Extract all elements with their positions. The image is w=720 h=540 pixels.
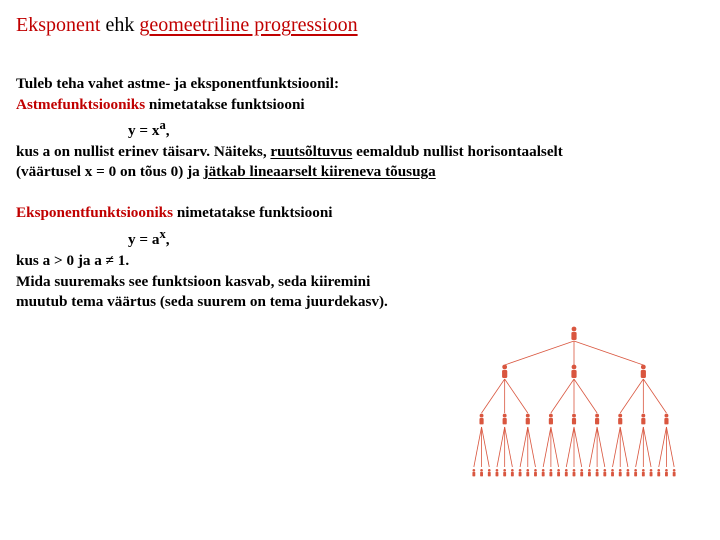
person-figure <box>502 365 507 378</box>
linear-growth-phrase: jätkab lineaarselt kiireneva tõusuga <box>203 163 436 181</box>
tree-branch <box>643 379 666 413</box>
term-quadratic: ruutsõltuvus <box>270 142 353 160</box>
person-figure <box>641 414 645 425</box>
tree-branch <box>497 427 505 467</box>
equation2-exponent: x <box>159 226 166 241</box>
person-figure <box>488 469 491 476</box>
tree-branch <box>505 341 574 365</box>
intro-block <box>16 74 563 183</box>
tree-branch <box>520 427 528 467</box>
tree-branch <box>613 427 621 467</box>
tree-branch <box>543 427 551 467</box>
person-figure <box>511 469 514 476</box>
definition-text: nimetatakse funktsiooni <box>145 95 305 113</box>
equation-power <box>16 115 563 142</box>
page-title <box>16 14 358 37</box>
title-ehk: ehk <box>100 14 140 36</box>
equation-comma: , <box>165 122 170 140</box>
person-figure <box>549 414 553 425</box>
tree-branch <box>566 427 574 467</box>
person-figure <box>611 469 614 476</box>
tree-branch <box>574 341 643 365</box>
person-figure <box>534 469 537 476</box>
person-figure <box>665 469 668 476</box>
example-text-2: (väärtusel x = 0 on tõus 0) ja <box>16 163 204 181</box>
tree-branch <box>551 379 574 413</box>
person-figure <box>588 469 591 476</box>
tree-branch <box>643 427 651 467</box>
tree-branch <box>666 427 674 467</box>
person-figure <box>571 327 576 340</box>
person-figure <box>549 469 552 476</box>
person-figure <box>626 469 629 476</box>
person-figure <box>619 469 622 476</box>
tree-branch <box>620 379 643 413</box>
person-figure <box>642 469 645 476</box>
person-figure <box>526 469 529 476</box>
person-figure <box>595 414 599 425</box>
tree-branch <box>474 427 482 467</box>
tree-branch <box>505 427 513 467</box>
person-figure <box>496 469 499 476</box>
definition-power <box>16 95 563 116</box>
term-exponential-function: Eksponentfunktsiooniks <box>16 204 174 221</box>
condition-line: kus a > 0 ja a ≠ 1. <box>16 252 130 269</box>
tree-branch <box>482 427 490 467</box>
example-text: kus a on nullist erinev täisarv. Näiteks, <box>16 142 271 160</box>
tree-branch <box>659 427 667 467</box>
intro-line: Tuleb teha vahet astme- ja eksponentfunktsioonil: <box>16 75 340 92</box>
tree-branch <box>574 427 582 467</box>
person-figure <box>572 414 576 425</box>
tree-branch <box>528 427 536 467</box>
person-figure <box>618 414 622 425</box>
equation2-comma: , <box>165 230 170 248</box>
tree-branch <box>551 427 559 467</box>
equation-exponent: a <box>159 118 166 132</box>
person-figure <box>526 414 530 425</box>
title-eksponent: Eksponent <box>16 14 101 36</box>
equation-exponential <box>16 224 333 251</box>
definition-exponential <box>16 203 333 224</box>
person-figure <box>650 469 653 476</box>
person-figure <box>571 365 576 378</box>
person-figure <box>479 414 483 425</box>
example-line <box>16 142 563 163</box>
person-figure <box>603 469 606 476</box>
tree-branch <box>482 379 505 413</box>
person-figure <box>557 469 560 476</box>
example-text-end: eemaldub nullist horisontaalselt <box>352 142 563 160</box>
person-figure <box>596 469 599 476</box>
equation2-base: y = a <box>128 230 160 248</box>
person-figure <box>673 469 676 476</box>
person-figure <box>657 469 660 476</box>
growth-line-2: muutub tema väärtus (seda suurem on tema juurdekasv). <box>16 293 388 310</box>
tree-branch <box>574 379 597 413</box>
conditions-block <box>16 251 388 313</box>
term-power-function: Astmefunktsiooniks <box>16 95 146 113</box>
person-figure <box>641 365 646 378</box>
person-figure <box>503 469 506 476</box>
tree-branch <box>620 427 628 467</box>
exponential-definition <box>16 203 333 250</box>
tree-branch <box>505 379 528 413</box>
tree-branch <box>636 427 644 467</box>
person-figure <box>634 469 637 476</box>
example-line-2 <box>16 162 563 183</box>
person-figure <box>503 414 507 425</box>
person-figure <box>573 469 576 476</box>
definition-text-2: nimetatakse funktsiooni <box>173 204 333 221</box>
equation-base: y = x <box>128 122 160 140</box>
growth-line: Mida suuremaks see funktsioon kasvab, seda kiiremini <box>16 272 371 290</box>
title-progression: geomeetriline progressioon <box>139 14 358 36</box>
person-figure <box>580 469 583 476</box>
person-figure <box>472 469 475 476</box>
person-figure <box>542 469 545 476</box>
family-tree-illustration <box>466 322 682 500</box>
person-figure <box>565 469 568 476</box>
person-figure <box>519 469 522 476</box>
tree-branch <box>597 427 605 467</box>
tree-branch <box>589 427 597 467</box>
person-figure <box>480 469 483 476</box>
person-figure <box>664 414 668 425</box>
